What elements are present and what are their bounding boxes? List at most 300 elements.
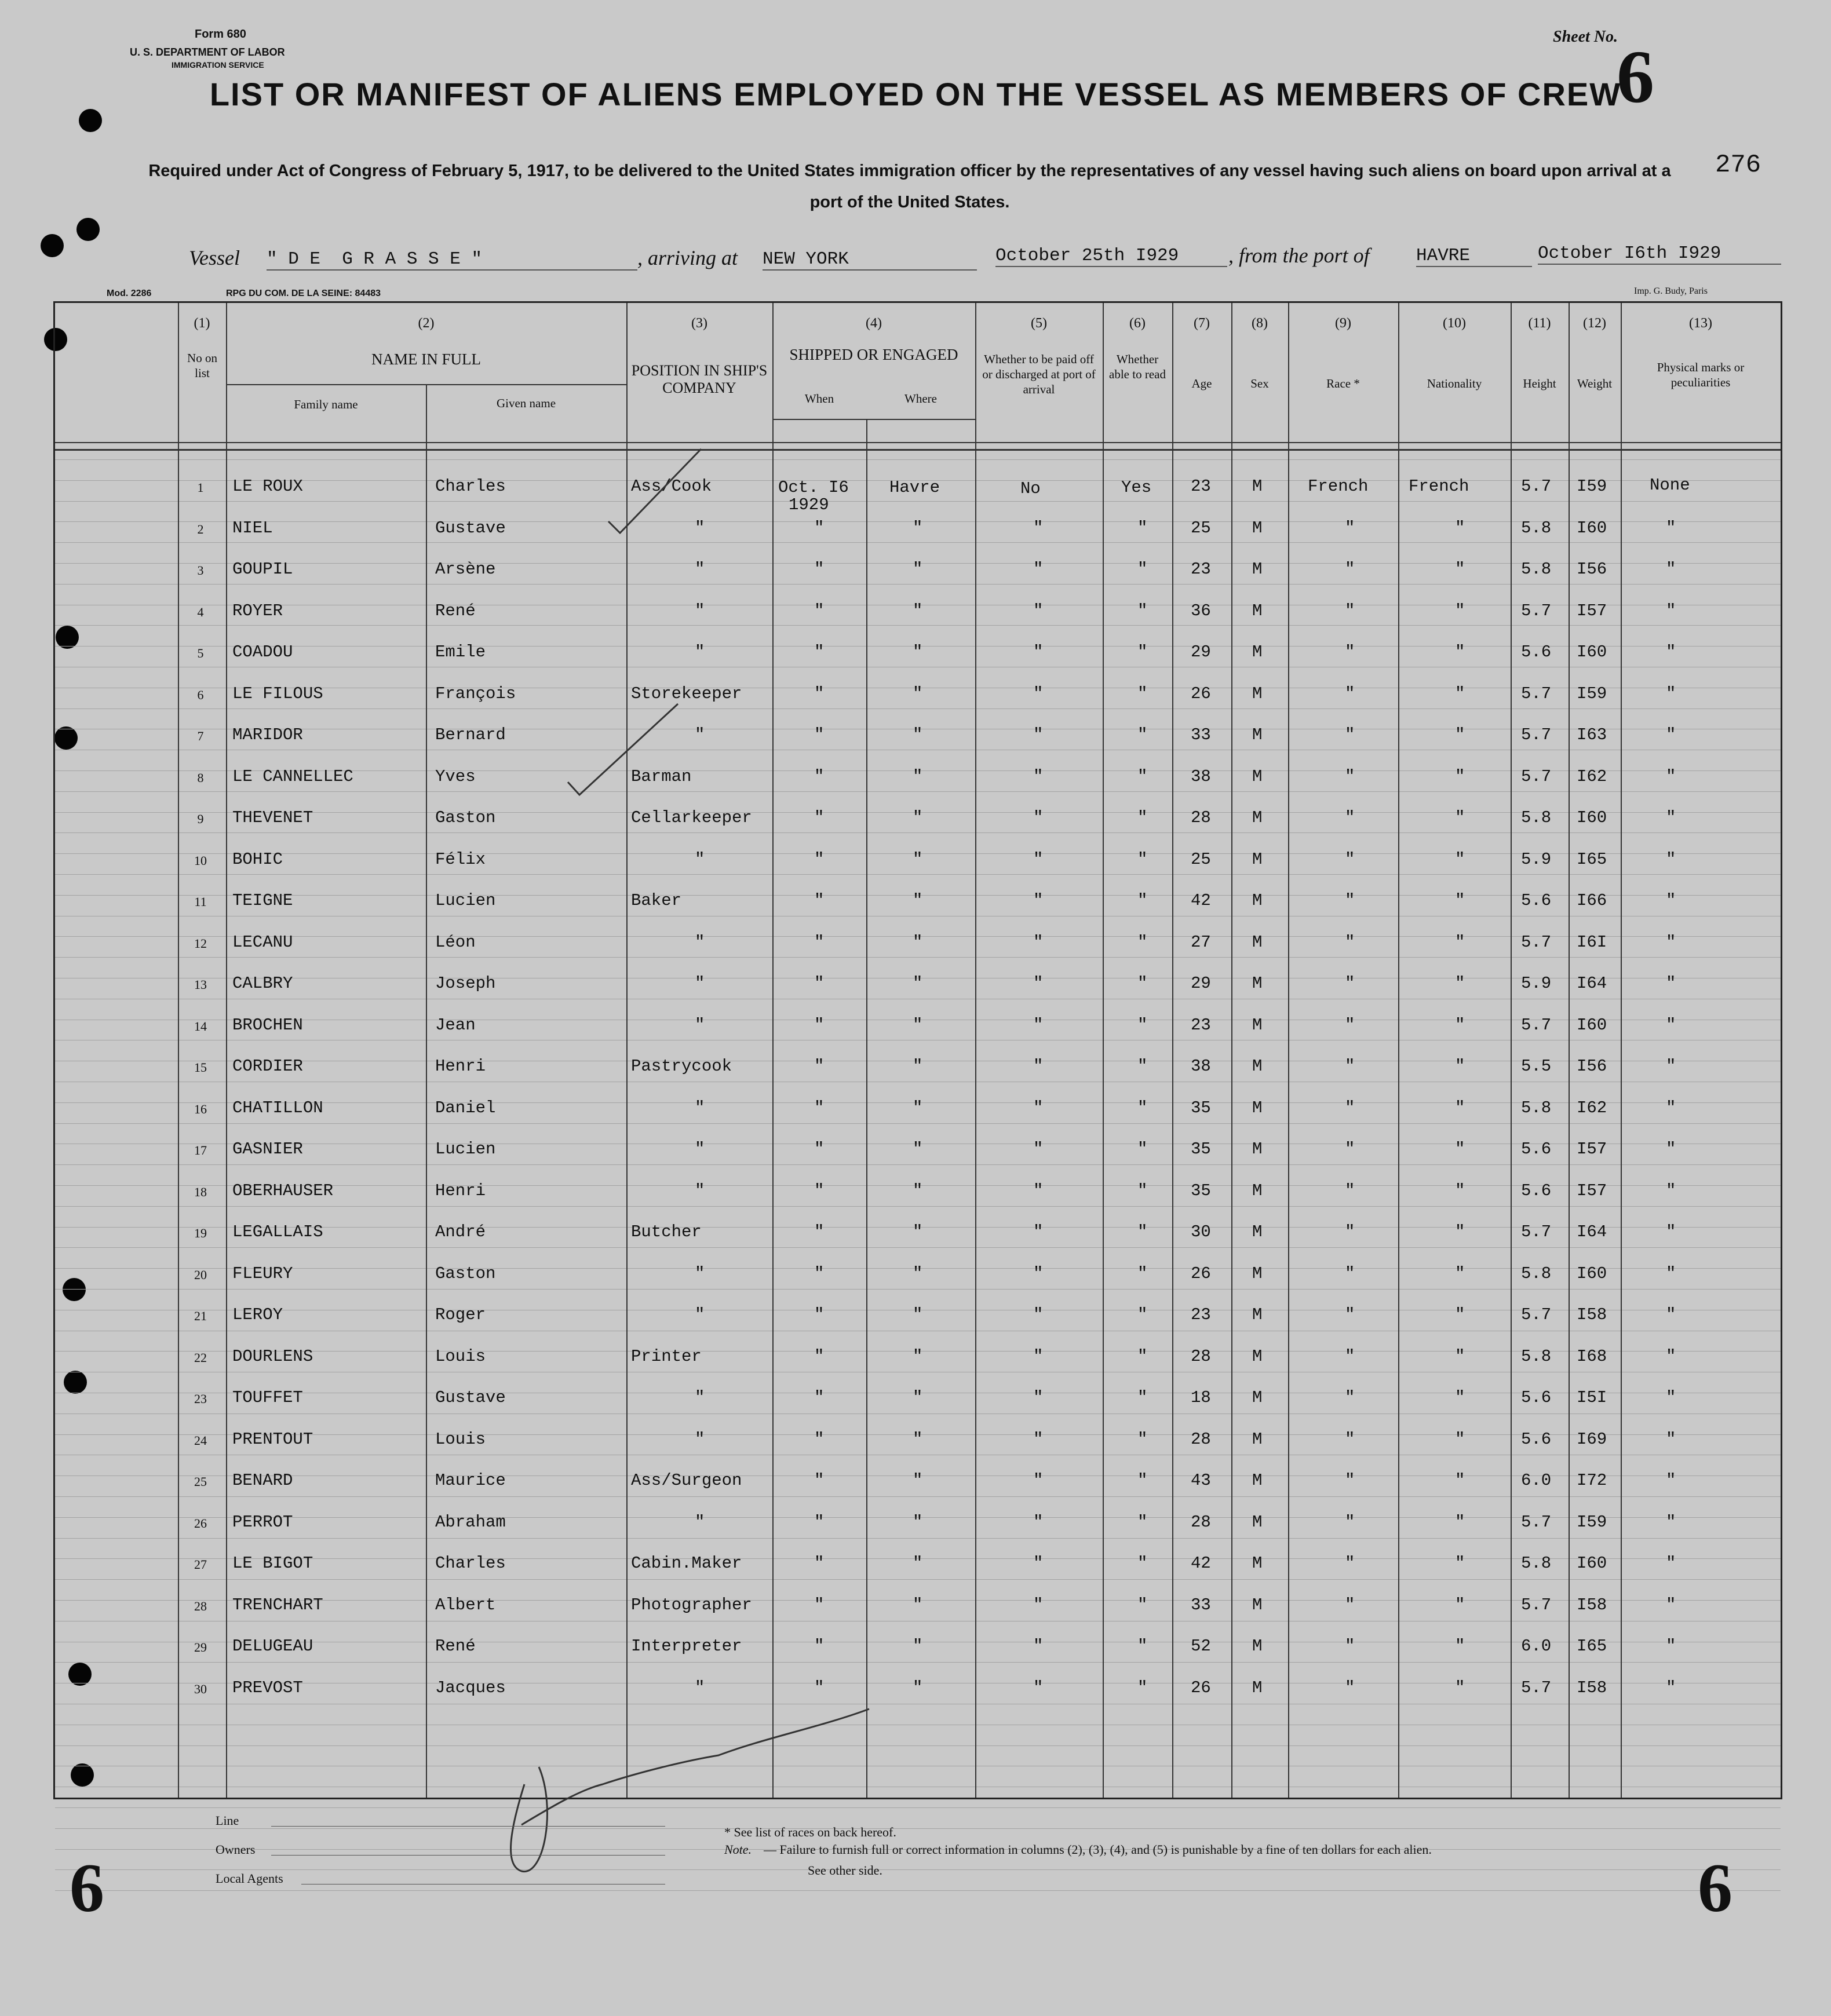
crew-weight: I57 [1577, 1181, 1607, 1200]
crew-weight: I5I [1577, 1388, 1607, 1407]
ditto-mark: " [913, 1181, 923, 1200]
ditto-mark: " [1345, 1554, 1355, 1573]
ditto-mark: " [1666, 1346, 1676, 1366]
crew-weight: I57 [1577, 601, 1607, 620]
ditto-mark: " [1666, 932, 1676, 952]
ditto-mark: " [1455, 560, 1465, 579]
crew-sex: M [1252, 725, 1263, 744]
ditto-mark: " [1033, 1346, 1044, 1366]
ditto-mark: " [1345, 1471, 1355, 1490]
ditto-mark: " [1033, 1595, 1044, 1615]
crew-sex: M [1252, 1098, 1263, 1117]
ditto-mark: " [1345, 1181, 1355, 1200]
crew-given: Louis [435, 1429, 486, 1449]
ditto-mark: " [1455, 808, 1465, 827]
page-subtitle: Required under Act of Congress of February 5, 1917, to be delivered to the United States immigration officer by the representatives of any vessel having such aliens on board upon arrival at a port of the United States. [148, 162, 1671, 211]
ditto-mark: " [814, 891, 825, 910]
crew-given: Lucien [435, 891, 496, 910]
ditto-mark: " [1137, 518, 1148, 538]
ditto-mark: " [1137, 974, 1148, 993]
ditto-mark: " [1666, 1305, 1676, 1324]
ditto-mark: " [1455, 1678, 1465, 1697]
ditto-mark: " [1455, 601, 1465, 620]
crew-given: Charles [435, 477, 506, 496]
corner-sheet-number-right: 6 [1698, 1849, 1732, 1926]
ditto-mark: " [1345, 725, 1355, 744]
departure-port: HAVRE [1416, 246, 1532, 267]
ditto-mark: " [1666, 1471, 1676, 1490]
ditto-mark: " [1666, 1140, 1676, 1159]
ditto-mark: " [814, 1388, 825, 1407]
crew-sex: M [1252, 808, 1263, 827]
ditto-mark: " [1345, 1678, 1355, 1697]
crew-given: Joseph [435, 974, 496, 993]
crew-given: Jean [435, 1015, 476, 1035]
crew-family: BROCHEN [232, 1015, 303, 1035]
crew-given: Gustave [435, 518, 506, 538]
ditto-mark: " [913, 1346, 923, 1366]
crew-sex: M [1252, 1181, 1263, 1200]
ditto-mark: " [1137, 766, 1148, 786]
ditto-mark: " [1033, 601, 1044, 620]
page-title: LIST OR MANIFEST OF ALIENS EMPLOYED ON THE VESSEL AS MEMBERS OF CREW [209, 76, 1622, 112]
ditto-mark: " [1033, 1181, 1044, 1200]
ditto-mark: " [913, 1512, 923, 1532]
crew-sex: M [1252, 974, 1263, 993]
ditto-mark: " [1455, 1637, 1465, 1656]
row-number: 6 [197, 687, 204, 702]
crew-given: Félix [435, 849, 486, 869]
crew-position: Ass/Cook [631, 477, 712, 496]
ditto-mark: " [1137, 891, 1148, 910]
ditto-mark: " [814, 1595, 825, 1615]
ditto-mark: " [913, 1554, 923, 1573]
row-number: 9 [197, 812, 204, 826]
crew-family: GOUPIL [232, 560, 293, 579]
crew-given: René [435, 1637, 476, 1656]
ditto-mark: " [1033, 1057, 1044, 1076]
crew-height: 5.6 [1521, 1140, 1552, 1159]
crew-family: TRENCHART [232, 1595, 323, 1615]
crew-weight: I64 [1577, 974, 1607, 993]
crew-given: Henri [435, 1057, 486, 1076]
crew-height: 5.6 [1521, 642, 1552, 662]
col-number: (11) [1528, 316, 1551, 331]
ditto-mark: " [913, 601, 923, 620]
crew-weight: I60 [1577, 1554, 1607, 1573]
crew-weight: I57 [1577, 1140, 1607, 1159]
col-header-height: Height [1523, 377, 1556, 390]
col-header-race: Race * [1326, 377, 1360, 390]
ditto-mark: " [1345, 1305, 1355, 1324]
crew-given: Lucien [435, 1140, 496, 1159]
row-number: 15 [194, 1060, 207, 1075]
ditto-mark: " [1137, 1346, 1148, 1366]
crew-age: 25 [1191, 849, 1211, 869]
ditto-mark: " [1033, 766, 1044, 786]
ditto-mark: " [913, 1098, 923, 1117]
ditto-mark: " [1455, 684, 1465, 703]
col-header-nationality: Nationality [1427, 377, 1482, 390]
col-header-paid: Whether to be paid off or discharged at port of arrival [982, 352, 1096, 396]
crew-sex: M [1252, 1637, 1263, 1656]
ditto-mark: " [1345, 1429, 1355, 1449]
ditto-mark: " [1455, 1429, 1465, 1449]
race-footnote: * See list of races on back hereof. [724, 1825, 896, 1839]
crew-height: 5.7 [1521, 932, 1552, 952]
ditto-mark: " [913, 642, 923, 662]
local-agents-label: Local Agents [216, 1871, 283, 1886]
crew-family: COADOU [232, 642, 293, 662]
ditto-mark: " [913, 1471, 923, 1490]
ditto-mark: " [1033, 1263, 1044, 1283]
owners-label: Owners [216, 1842, 256, 1857]
shipped-when-year: 1929 [789, 495, 829, 514]
ditto-mark: " [1455, 1181, 1465, 1200]
crew-age: 33 [1191, 1595, 1211, 1615]
col-header-position: POSITION IN SHIP'S COMPANY [631, 362, 768, 396]
ditto-mark: " [1455, 974, 1465, 993]
crew-age: 52 [1191, 1637, 1211, 1656]
crew-given: André [435, 1222, 486, 1241]
nationality: French [1409, 477, 1469, 496]
crew-position: Printer [631, 1346, 702, 1366]
col-number: (9) [1335, 316, 1351, 331]
crew-position: " [695, 1181, 705, 1200]
ditto-mark: " [1137, 1263, 1148, 1283]
crew-family: THEVENET [232, 808, 313, 827]
ditto-mark: " [1455, 1015, 1465, 1035]
shipped-when: Oct. I6 [778, 478, 849, 497]
ditto-mark: " [913, 808, 923, 827]
row-number: 4 [197, 604, 204, 619]
crew-sex: M [1252, 849, 1263, 869]
crew-age: 38 [1191, 1057, 1211, 1076]
crew-given: Bernard [435, 725, 506, 744]
ditto-mark: " [1137, 1637, 1148, 1656]
crew-family: BENARD [232, 1471, 293, 1490]
crew-age: 23 [1191, 477, 1211, 496]
row-number: 11 [194, 894, 207, 909]
ditto-mark: " [1666, 1678, 1676, 1697]
col-header-name: NAME IN FULL [371, 350, 481, 368]
crew-weight: I59 [1577, 1512, 1607, 1532]
crew-position: " [695, 1015, 705, 1035]
crew-position: " [695, 1429, 705, 1449]
crew-family: ROYER [232, 601, 283, 620]
crew-position: " [695, 849, 705, 869]
crew-given: Abraham [435, 1512, 506, 1532]
ditto-mark: " [1137, 642, 1148, 662]
crew-given: Louis [435, 1346, 486, 1366]
crew-family: CHATILLON [232, 1098, 323, 1117]
crew-age: 42 [1191, 891, 1211, 910]
crew-position: " [695, 560, 705, 579]
crew-family: LE CANNELLEC [232, 766, 353, 786]
registry-number: RPG DU COM. DE LA SEINE: 84483 [226, 288, 381, 298]
crew-given: Maurice [435, 1471, 506, 1490]
ditto-mark: " [1666, 1388, 1676, 1407]
crew-height: 5.6 [1521, 891, 1552, 910]
ditto-mark: " [913, 932, 923, 952]
crew-age: 25 [1191, 518, 1211, 538]
crew-position: " [695, 1098, 705, 1117]
ditto-mark: " [1137, 1140, 1148, 1159]
crew-sex: M [1252, 1429, 1263, 1449]
crew-sex: M [1252, 684, 1263, 703]
ditto-mark: " [814, 1057, 825, 1076]
ditto-mark: " [1033, 560, 1044, 579]
ditto-mark: " [1345, 849, 1355, 869]
crew-height: 5.8 [1521, 1263, 1552, 1283]
crew-weight: I72 [1577, 1471, 1607, 1490]
col-number: (5) [1031, 316, 1047, 331]
col-number: (2) [418, 316, 435, 331]
crew-family: PREVOST [232, 1678, 303, 1697]
ditto-mark: " [1666, 1263, 1676, 1283]
crew-age: 28 [1191, 1512, 1211, 1532]
ditto-mark: " [1666, 766, 1676, 786]
ditto-mark: " [1345, 1098, 1355, 1117]
crew-age: 29 [1191, 974, 1211, 993]
col-number: (4) [866, 316, 882, 331]
ditto-mark: " [1345, 1222, 1355, 1241]
ditto-mark: " [1033, 849, 1044, 869]
ditto-mark: " [1033, 1678, 1044, 1697]
crew-weight: I56 [1577, 560, 1607, 579]
ditto-mark: " [1033, 1222, 1044, 1241]
ditto-mark: " [1137, 684, 1148, 703]
ditto-mark: " [1666, 1595, 1676, 1615]
crew-given: Emile [435, 642, 486, 662]
crew-weight: I63 [1577, 725, 1607, 744]
ditto-mark: " [913, 766, 923, 786]
ditto-mark: " [1455, 1512, 1465, 1532]
ditto-mark: " [1666, 1181, 1676, 1200]
crew-height: 5.8 [1521, 808, 1552, 827]
crew-position: " [695, 1388, 705, 1407]
ditto-mark: " [1033, 1554, 1044, 1573]
row-number: 27 [194, 1557, 207, 1572]
ditto-mark: " [814, 1222, 825, 1241]
ditto-mark: " [1666, 642, 1676, 662]
crew-height: 5.7 [1521, 766, 1552, 786]
crew-family: TEIGNE [232, 891, 293, 910]
ditto-mark: " [1137, 1429, 1148, 1449]
ditto-mark: " [1455, 1388, 1465, 1407]
ditto-mark: " [913, 849, 923, 869]
row-number: 21 [194, 1309, 207, 1323]
crew-weight: I6I [1577, 932, 1607, 952]
row-number: 29 [194, 1640, 207, 1655]
crew-position: Storekeeper [631, 684, 742, 703]
crew-weight: I59 [1577, 477, 1607, 496]
crew-height: 5.6 [1521, 1429, 1552, 1449]
row-number: 1 [197, 480, 204, 495]
crew-family: TOUFFET [232, 1388, 303, 1407]
crew-height: 5.8 [1521, 518, 1552, 538]
ditto-mark: " [814, 560, 825, 579]
ditto-mark: " [1033, 932, 1044, 952]
crew-family: FLEURY [232, 1263, 293, 1283]
ditto-mark: " [814, 1512, 825, 1532]
row-number: 25 [194, 1474, 207, 1489]
crew-height: 5.8 [1521, 560, 1552, 579]
crew-family: PRENTOUT [232, 1429, 313, 1449]
col-number: (10) [1443, 316, 1466, 331]
sheet-label: Sheet No. [1553, 28, 1618, 46]
crew-height: 5.7 [1521, 1678, 1552, 1697]
row-number: 13 [194, 977, 207, 992]
row-number: 24 [194, 1433, 207, 1448]
crew-height: 5.9 [1521, 974, 1552, 993]
ditto-mark: " [1666, 891, 1676, 910]
crew-family: LEGALLAIS [232, 1222, 323, 1241]
row-number: 16 [194, 1101, 207, 1116]
ditto-mark: " [1137, 1222, 1148, 1241]
ditto-mark: " [1137, 808, 1148, 827]
crew-height: 5.7 [1521, 477, 1552, 496]
row-number: 20 [194, 1267, 207, 1282]
row-number: 2 [197, 521, 204, 536]
ditto-mark: " [1666, 560, 1676, 579]
row-number: 19 [194, 1226, 207, 1240]
crew-age: 30 [1191, 1222, 1211, 1241]
crew-age: 33 [1191, 725, 1211, 744]
col-number: (13) [1689, 316, 1712, 331]
ditto-mark: " [1455, 1554, 1465, 1573]
note-label: Note. [724, 1842, 752, 1857]
ditto-mark: " [913, 1637, 923, 1656]
row-number: 8 [197, 770, 204, 785]
crew-weight: I56 [1577, 1057, 1607, 1076]
crew-family: MARIDOR [232, 725, 303, 744]
ditto-mark: " [1455, 518, 1465, 538]
crew-position: " [695, 518, 705, 538]
crew-given: Léon [435, 932, 476, 952]
ditto-mark: " [1666, 1098, 1676, 1117]
page-number: 276 [1715, 151, 1761, 180]
crew-given: Jacques [435, 1678, 506, 1697]
crew-sex: M [1252, 1471, 1263, 1490]
crew-position: Interpreter [631, 1637, 742, 1656]
ditto-mark: " [814, 974, 825, 993]
line-label: Line [216, 1813, 239, 1828]
ditto-mark: " [1137, 1181, 1148, 1200]
ditto-mark: " [1455, 891, 1465, 910]
ditto-mark: " [814, 1346, 825, 1366]
col-header-when: When [804, 392, 834, 406]
crew-age: 35 [1191, 1140, 1211, 1159]
ditto-mark: " [1033, 1305, 1044, 1324]
row-number: 7 [197, 729, 204, 743]
crew-weight: I60 [1577, 642, 1607, 662]
row-number: 26 [194, 1515, 207, 1531]
ditto-mark: " [814, 518, 825, 538]
col-header-read: Whether able to read [1109, 352, 1166, 381]
crew-weight: I64 [1577, 1222, 1607, 1241]
ditto-mark: " [814, 1263, 825, 1283]
ditto-mark: " [1455, 1222, 1465, 1241]
ditto-mark: " [913, 1305, 923, 1324]
row-number: 22 [194, 1350, 207, 1365]
crew-sex: M [1252, 1388, 1263, 1407]
ditto-mark: " [1666, 849, 1676, 869]
crew-weight: I58 [1577, 1305, 1607, 1324]
crew-family: DELUGEAU [232, 1637, 313, 1656]
crew-age: 42 [1191, 1554, 1211, 1573]
ditto-mark: " [1455, 1263, 1465, 1283]
crew-height: 5.6 [1521, 1181, 1552, 1200]
sheet-number: 6 [1617, 35, 1654, 119]
crew-age: 38 [1191, 766, 1211, 786]
ditto-mark: " [1033, 1140, 1044, 1159]
row-number: 3 [197, 563, 204, 578]
crew-age: 28 [1191, 1429, 1211, 1449]
crew-height: 5.9 [1521, 849, 1552, 869]
crew-given: Gaston [435, 1263, 496, 1283]
crew-age: 23 [1191, 560, 1211, 579]
ditto-mark: " [1033, 1388, 1044, 1407]
ditto-mark: " [1137, 560, 1148, 579]
crew-family: LEROY [232, 1305, 283, 1324]
crew-height: 6.0 [1521, 1471, 1552, 1490]
row-number: 5 [197, 646, 204, 660]
ditto-mark: " [1455, 1471, 1465, 1490]
crew-position: " [695, 642, 705, 662]
ditto-mark: " [1137, 1388, 1148, 1407]
ditto-mark: " [814, 1637, 825, 1656]
crew-position: " [695, 725, 705, 744]
ditto-mark: " [1666, 725, 1676, 744]
ditto-mark: " [1666, 518, 1676, 538]
ditto-mark: " [1666, 1512, 1676, 1532]
crew-family: CALBRY [232, 974, 293, 993]
crew-position: " [695, 974, 705, 993]
row-number: 28 [194, 1598, 207, 1613]
ditto-mark: " [1666, 1015, 1676, 1035]
crew-family: PERROT [232, 1512, 293, 1532]
ditto-mark: " [1666, 1429, 1676, 1449]
crew-weight: I60 [1577, 1015, 1607, 1035]
row-number: 30 [194, 1681, 207, 1696]
ditto-mark: " [1137, 1098, 1148, 1117]
ditto-mark: " [913, 891, 923, 910]
crew-weight: I59 [1577, 684, 1607, 703]
crew-given: François [435, 684, 516, 703]
shipped-where: Havre [889, 478, 940, 497]
ditto-mark: " [1455, 1057, 1465, 1076]
crew-position: " [695, 1305, 705, 1324]
ditto-mark: " [1033, 1512, 1044, 1532]
ditto-mark: " [1455, 725, 1465, 744]
ditto-mark: " [1033, 1429, 1044, 1449]
physical-marks: None [1650, 476, 1690, 495]
arriving-label: , arriving at [637, 246, 738, 269]
crew-position: Ass/Surgeon [631, 1471, 742, 1490]
crew-height: 6.0 [1521, 1637, 1552, 1656]
ditto-mark: " [1137, 1595, 1148, 1615]
crew-position: Photographer [631, 1595, 752, 1615]
ditto-mark: " [1345, 1346, 1355, 1366]
ditto-mark: " [1455, 1346, 1465, 1366]
crew-age: 43 [1191, 1471, 1211, 1490]
ditto-mark: " [814, 1140, 825, 1159]
ditto-mark: " [1033, 1015, 1044, 1035]
crew-age: 28 [1191, 808, 1211, 827]
crew-age: 36 [1191, 601, 1211, 620]
ditto-mark: " [1455, 849, 1465, 869]
